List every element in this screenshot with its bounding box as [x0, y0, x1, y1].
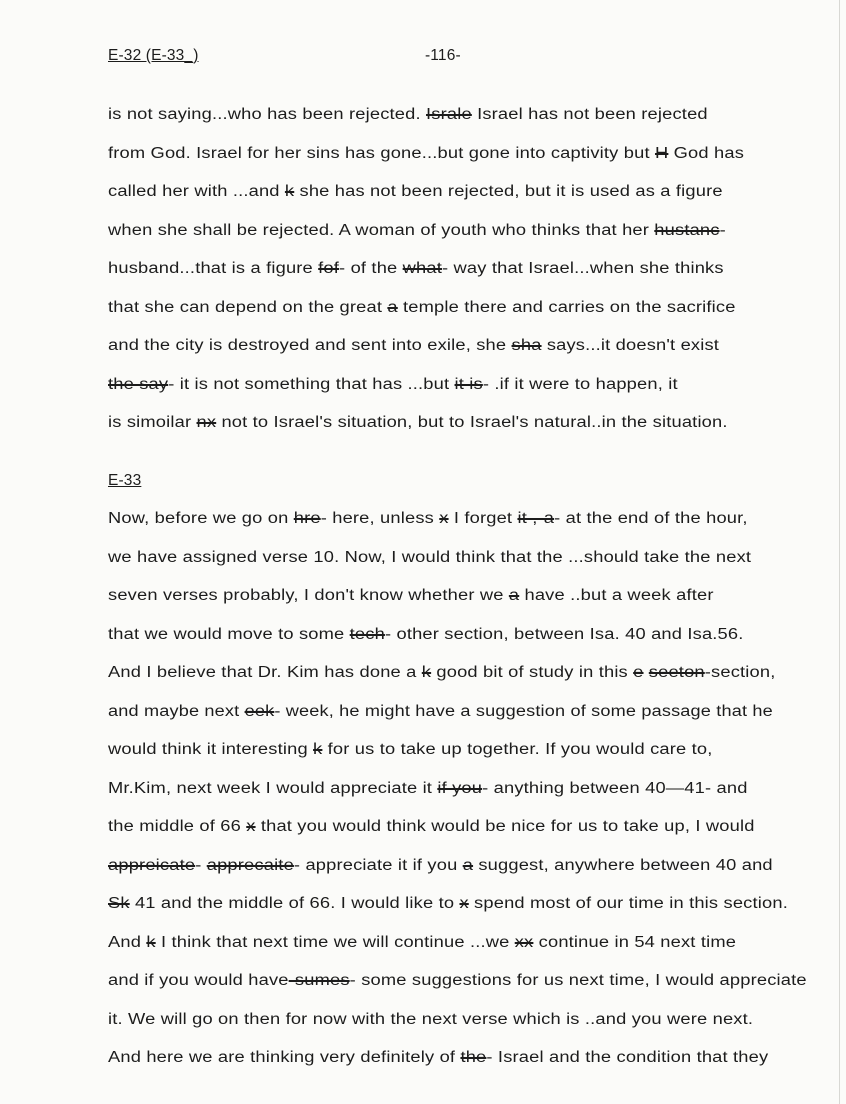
text-segment: she has not been rejected, but it is used as a figure: [294, 183, 723, 200]
struck-text: it ,-a: [517, 510, 555, 527]
text-segment: have ..but a week after: [519, 587, 714, 604]
struck-text: k: [146, 933, 156, 951]
struck-text: x: [439, 510, 449, 527]
text-segment: the middle of 66: [108, 818, 247, 835]
text-segment: - Israel and the condition that they: [486, 1049, 769, 1066]
text-segment: and the city is destroyed and sent into exile, she: [108, 337, 512, 354]
text-segment: - way that Israel...when she thinks: [441, 260, 724, 277]
text-line: [108, 376, 678, 394]
struck-text: k: [313, 741, 323, 758]
text-line: [108, 414, 728, 432]
struck-text: what: [402, 260, 442, 277]
text-line: [108, 857, 773, 875]
header-reference: E-32 (E-33_): [108, 47, 199, 64]
text-segment: says...it doesn't exist: [541, 337, 720, 354]
page-edge-line: [839, 0, 840, 1104]
text-segment: spend most of our time in this section.: [468, 895, 788, 912]
struck-text: e: [633, 664, 644, 681]
text-line: [108, 145, 744, 163]
text-line: [108, 260, 724, 278]
text-segment: seven verses probably, I don't know whether we: [108, 587, 509, 604]
text-line: [108, 106, 708, 124]
text-segment: we have assigned verse 10. Now, I would think that the ...should take the next: [108, 548, 752, 566]
text-line: [108, 510, 748, 528]
text-line: [108, 1011, 753, 1029]
text-segment: husband...that is a figure: [108, 260, 319, 277]
struck-text: k: [421, 664, 432, 681]
text-line: [108, 934, 736, 952]
struck-text: it is: [454, 375, 483, 393]
text-segment: Israel has not been rejected: [471, 106, 708, 123]
text-segment: would think it interesting: [108, 741, 314, 758]
text-segment: God has: [668, 144, 745, 162]
struck-text: appreicate: [108, 856, 196, 874]
text-segment: and if you would have: [108, 972, 289, 989]
text-line: [108, 895, 788, 913]
struck-text: k: [284, 183, 295, 200]
text-line: [108, 703, 773, 721]
text-segment: and maybe next: [108, 702, 245, 720]
page-number: -116-: [425, 47, 461, 64]
struck-text: -sumes: [288, 972, 350, 989]
struck-text: hre: [293, 510, 321, 527]
text-line: [108, 1049, 768, 1067]
text-segment: is not saying...who has been rejected.: [108, 106, 427, 123]
text-segment: -: [719, 221, 726, 239]
text-line: [108, 299, 736, 317]
text-line: [108, 549, 751, 567]
text-segment: - other section, between Isa. 40 and Isa.56.: [384, 625, 744, 643]
text-line: [108, 337, 719, 355]
text-segment: 41 and the middle of 66. I would like to: [129, 895, 460, 912]
text-line: [108, 972, 807, 990]
struck-text: a: [508, 587, 520, 604]
text-line: [108, 183, 723, 201]
text-segment: - of the: [339, 260, 403, 277]
text-segment: good bit of study in this: [431, 664, 634, 681]
struck-text: nx: [196, 414, 217, 431]
text-segment: - it is not something that has ...but: [168, 375, 455, 393]
text-line: [108, 587, 714, 605]
text-segment: suggest, anywhere between 40 and: [473, 856, 773, 874]
text-segment: - some suggestions for us next time, I would appreciate: [349, 972, 807, 989]
text-segment: continue in 54 next time: [533, 933, 737, 951]
struck-text: Sk: [108, 895, 130, 912]
text-segment: for us to take up together. If you would care to,: [322, 741, 713, 758]
text-line: [108, 626, 744, 644]
text-line: [108, 741, 713, 759]
struck-text: fof: [318, 260, 340, 277]
struck-text: if you: [437, 779, 483, 797]
struck-text: eek: [244, 702, 275, 720]
text-segment: that we would move to some: [108, 625, 350, 643]
page-header: [108, 47, 199, 65]
struck-text: hustanc: [654, 221, 720, 239]
text-segment: called her with ...and: [108, 183, 285, 200]
text-segment: not to Israel's situation, but to Israel's natural..in the situation.: [216, 414, 728, 431]
text-segment: I forget: [448, 510, 518, 527]
text-segment: that she can depend on the great: [108, 298, 388, 316]
text-line: [108, 818, 755, 836]
text-segment: And: [108, 933, 147, 951]
struck-text: xx: [514, 933, 534, 951]
text-segment: it. We will go on then for now with the next verse which is ..and you were next.: [108, 1010, 754, 1028]
text-segment: - .if it were to happen, it: [482, 375, 678, 393]
text-line: [108, 222, 726, 240]
struck-text: H: [654, 144, 669, 162]
text-segment: - week, he might have a suggestion of some passage that he: [274, 702, 773, 720]
struck-text: x: [459, 895, 469, 912]
struck-text: apprecaite: [206, 856, 294, 874]
struck-text: Israle: [426, 106, 472, 123]
text-segment: that you would think would be nice for us to take up, I would: [255, 818, 755, 835]
text-segment: I think that next time we will continue ...we: [155, 933, 515, 951]
text-segment: And I believe that Dr. Kim has done a: [108, 664, 422, 681]
text-segment: - anything between 40—41- and: [482, 779, 748, 797]
struck-text: tech: [349, 625, 385, 643]
text-line: [108, 780, 748, 798]
text-segment: when she shall be rejected. A woman of youth who thinks that her: [108, 221, 655, 239]
text-segment: - appreciate it if you: [293, 856, 463, 874]
text-segment: temple there and carries on the sacrifice: [397, 298, 736, 316]
text-segment: -section,: [704, 664, 776, 681]
struck-text: the say: [108, 375, 169, 393]
text-segment: Now, before we go on: [108, 510, 294, 527]
struck-text: the: [460, 1049, 487, 1066]
text-segment: - at the end of the hour,: [554, 510, 748, 527]
text-segment: is simoilar: [108, 414, 197, 431]
struck-text: a: [462, 856, 474, 874]
struck-text: sha: [511, 337, 542, 354]
struck-text: x: [246, 818, 256, 835]
text-segment: And here we are thinking very definitely of: [108, 1049, 461, 1066]
text-segment: from God. Israel for her sins has gone...but gone into captivity but: [108, 144, 655, 162]
text-line: [108, 664, 776, 682]
section-heading: E-33: [108, 472, 142, 489]
text-segment: -: [195, 856, 207, 874]
text-segment: - here, unless: [320, 510, 440, 527]
text-segment: Mr.Kim, next week I would appreciate it: [108, 779, 438, 797]
struck-text: a: [387, 298, 398, 316]
struck-text: seeton: [648, 664, 705, 681]
